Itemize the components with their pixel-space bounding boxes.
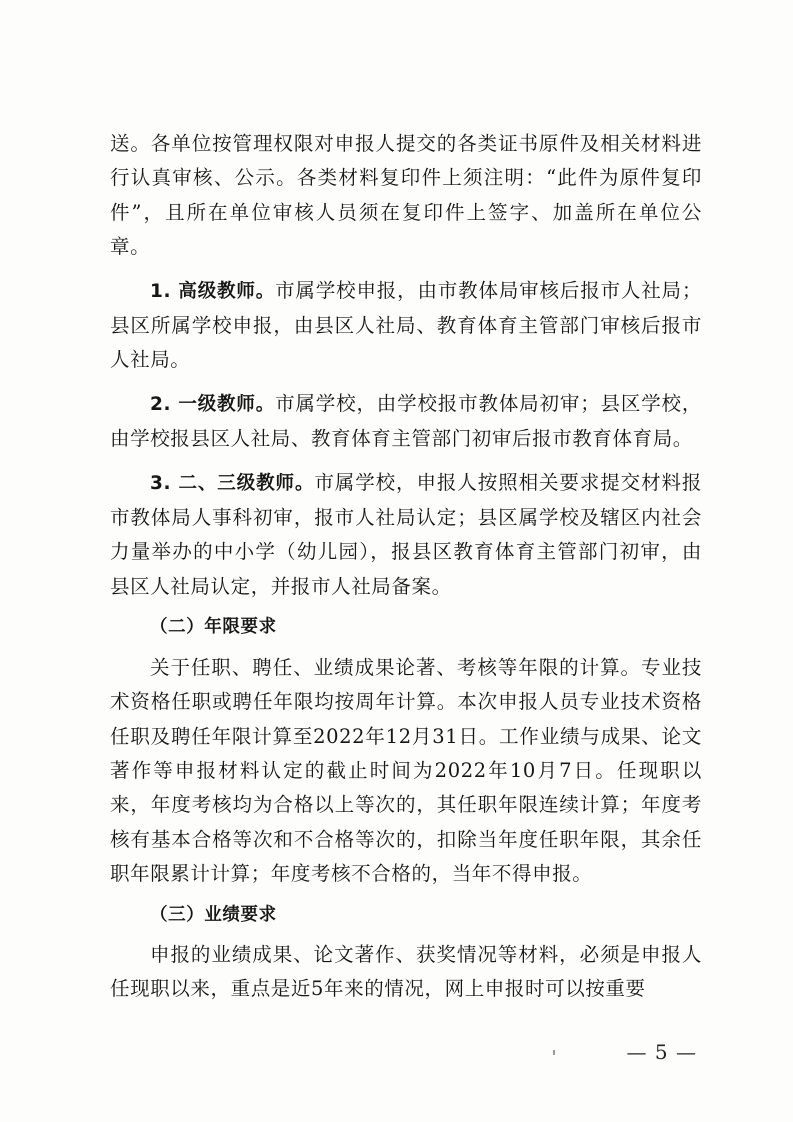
page-number: — 5 — <box>626 1040 697 1064</box>
paragraph-second-third-level-teacher <box>110 466 702 605</box>
section-heading-tenure: （二）年限要求 <box>150 617 277 638</box>
item-lead-first-level-teacher: 2. 一级教师。 <box>150 393 276 415</box>
paragraph-continuation: 送。各单位按管理权限对申报人提交的各类证书原件及相关材料进行认真审核、公示。各类材料复印件上须注明：“此件为原件复印件”，且所在单位审核人员须在复印件上签字、加盖所在单位公章。 <box>110 132 702 259</box>
scan-speck <box>553 1050 555 1055</box>
item-body-second-third-level-teacher: 市属学校，申报人按照相关要求提交材料报市教体局人事科初审，报市人社局认定；县区属学校及辖区内社会力量举办的中小学（幼儿园），报县区教育体育主管部门初审，由县区人社局认定，并报市人社局备案。 <box>110 470 703 598</box>
item-lead-second-third-level-teacher: 3. 二、三级教师。 <box>150 472 315 494</box>
item-body-senior-teacher: 市属学校申报，由市教体局审核后报市人社局；县区所属学校申报，由县区人社局、教育体育主管部门审核后报市人社局。 <box>110 278 702 372</box>
paragraph-performance-rules: 申报的业绩成果、论文著作、获奖情况等材料，必须是申报人任现职以来，重点是近5年来的情况，网上申报时可以按重要 <box>110 942 702 1001</box>
item-body-first-level-teacher: 市属学校，由学校报市教体局初审；县区学校，由学校报县区人社局、教育体育主管部门初审后报市教育体育局。 <box>110 391 702 451</box>
paragraph-first-level-teacher <box>110 387 702 457</box>
paragraph-tenure-rules: 关于任职、聘任、业绩成果论著、考核等年限的计算。专业技术资格任职或聘任年限均按周年计算。本次申报人员专业技术资格任职及聘任年限计算至2022年12月31日。工作业绩与成果、论文著作等申报材料认定的截止时间为2022年10月7日。任现职以来，年度考核均为合格以上等次的，其任职年限连续计算；年度考核有基本合格等次和不合格等次的，扣除当年度任职年限，其余任职年限累计计算；年度考核不合格的，当年不得申报。 <box>110 655 702 886</box>
section-heading-performance: （三）业绩要求 <box>150 904 277 925</box>
paragraph-senior-teacher <box>110 274 702 378</box>
document-body <box>110 127 702 1007</box>
item-lead-senior-teacher: 1. 高级教师。 <box>150 280 276 302</box>
